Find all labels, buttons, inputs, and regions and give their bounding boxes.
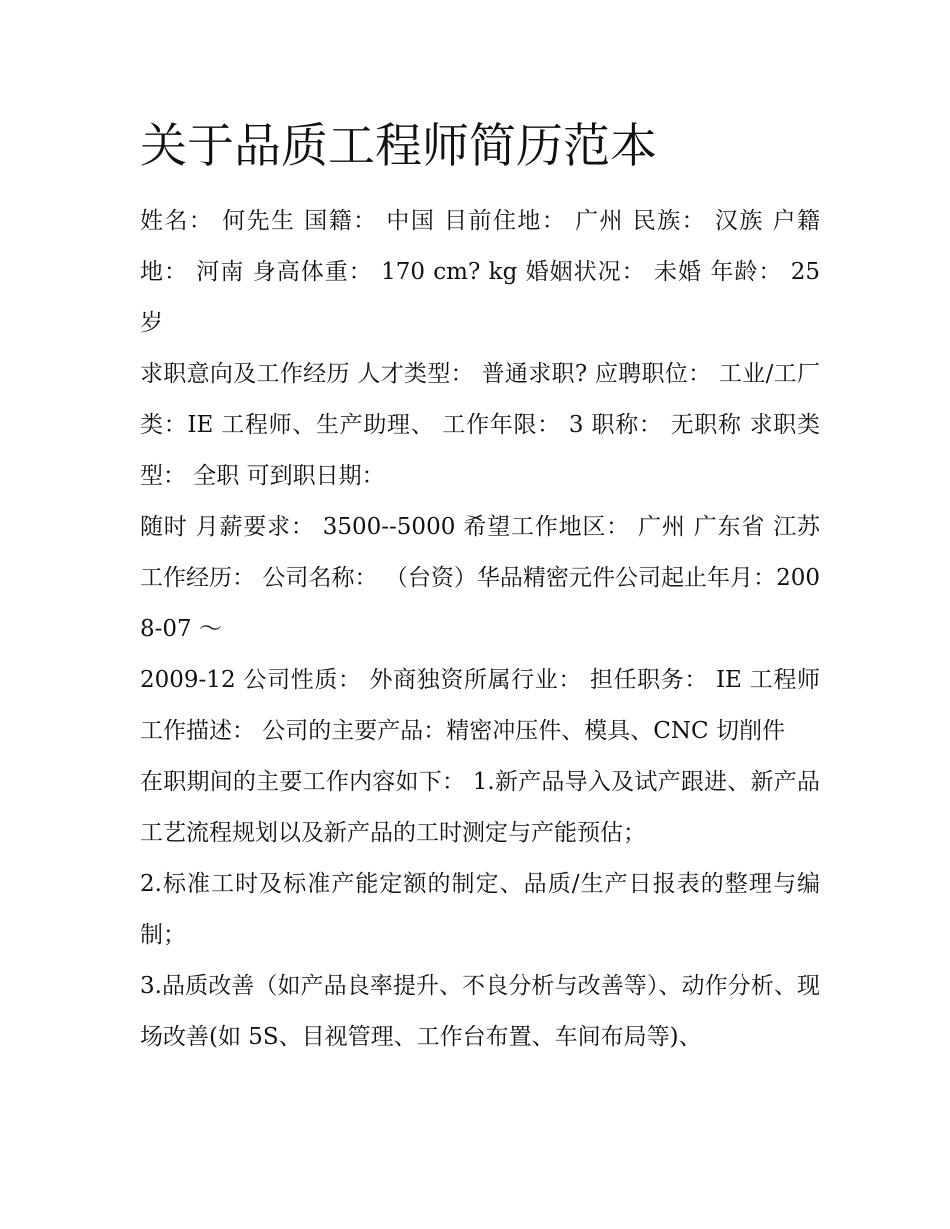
document-body xyxy=(140,196,820,1063)
paragraph-salary-and-company: 随时 月薪要求： 3500--5000 希望工作地区： 广州 广东省 江苏 工作经历： 公司名称： （台资）华品精密元件公司起止年月：2008-07 ～ xyxy=(140,514,820,642)
paragraph-duty-3: 3.品质改善（如产品良率提升、不良分析与改善等）、动作分析、现场改善(如 5S、目视管理、工作台布置、车间布局等)、 xyxy=(140,973,820,1050)
paragraph-personal-info: 姓名： 何先生 国籍： 中国 目前住地： 广州 民族： 汉族 户籍 地： 河南 身高体重： 170 cm? kg 婚姻状况： 未婚 年龄： 25 岁 xyxy=(140,208,820,336)
paragraph-duty-2: 2.标准工时及标准产能定额的制定、品质/生产日报表的整理与编制； xyxy=(140,871,820,948)
paragraph-company-details: 2009-12 公司性质： 外商独资所属行业： 担任职务： IE 工程师 工作描述： 公司的主要产品：精密冲压件、模具、CNC 切削件 xyxy=(140,667,820,744)
paragraph-duties-intro: 在职期间的主要工作内容如下： 1.新产品导入及试产跟进、新产品工艺流程规划以及新产品的工时测定与产能预估； xyxy=(140,769,820,846)
document-title: 关于品质工程师简历范本 xyxy=(140,119,657,174)
paragraph-job-intention: 求职意向及工作经历 人才类型： 普通求职? 应聘职位： 工业/工厂类：IE 工程师、生产助理、 工作年限： 3 职称： 无职称 求职类型： 全职 可到职日期： xyxy=(140,361,820,489)
